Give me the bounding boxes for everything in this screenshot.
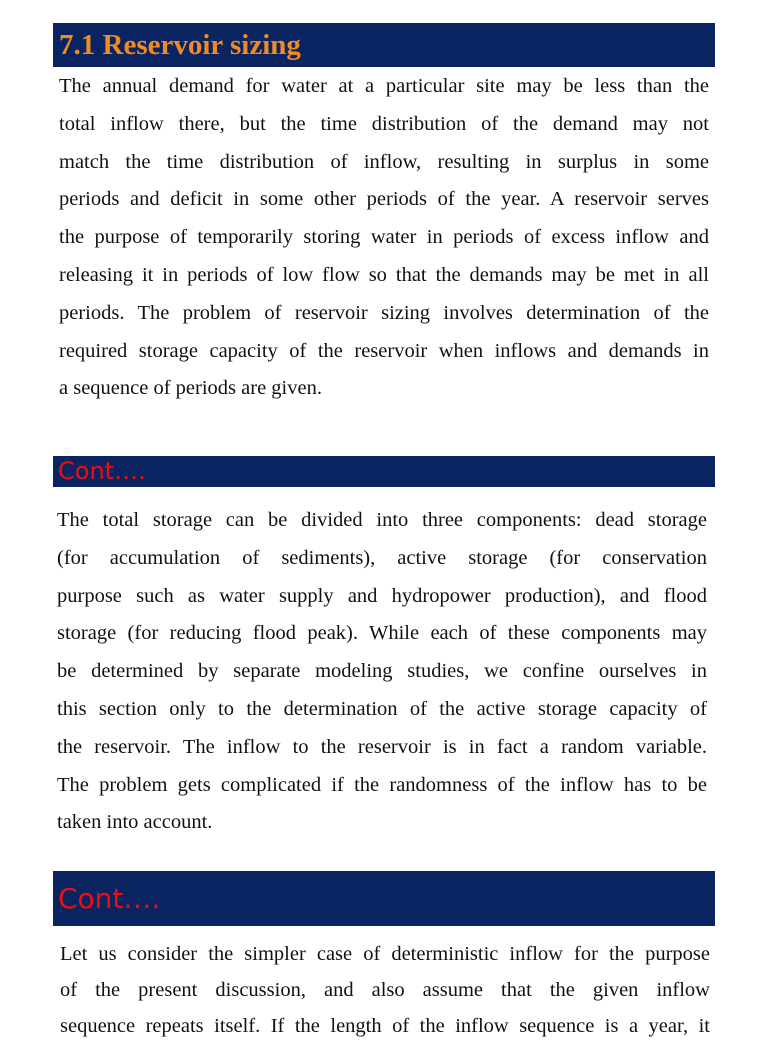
text-line: match the time distribution of inflow, resulting in surplus in some xyxy=(59,150,709,173)
section-title: Cont…. xyxy=(58,882,161,915)
text-line: the reservoir. The inflow to the reservoir is in fact a random variable. xyxy=(57,735,707,758)
text-line: purpose such as water supply and hydropower production), and flood xyxy=(57,584,707,607)
paragraph xyxy=(57,502,707,842)
text-line: required storage capacity of the reservoir when inflows and demands in xyxy=(59,339,709,362)
text-line: The total storage can be divided into three components: dead storage xyxy=(57,509,707,531)
text-line: periods and deficit in some other periods of the year. A reservoir serves xyxy=(59,188,709,211)
section-heading-banner xyxy=(53,871,715,926)
text-line: the purpose of temporarily storing water in periods of excess inflow and xyxy=(59,226,709,249)
text-line: Let us consider the simpler case of deterministic inflow for the purpose xyxy=(60,943,710,965)
text-line: of the present discussion, and also assume that the given inflow xyxy=(60,979,710,1001)
text-line: releasing it in periods of low flow so that the demands may be met in all xyxy=(59,263,709,286)
text-line: The annual demand for water at a particular site may be less than the xyxy=(59,75,709,97)
text-line: periods. The problem of reservoir sizing involves determination of the xyxy=(59,301,709,324)
text-line: The problem gets complicated if the randomness of the inflow has to be xyxy=(57,773,707,796)
section-title: 7.1 Reservoir sizing xyxy=(59,29,301,61)
text-line: taken into account. xyxy=(57,811,213,834)
section-heading-banner xyxy=(53,23,715,67)
text-line: storage (for reducing flood peak). While each of these components may xyxy=(57,622,707,645)
text-line: total inflow there, but the time distribution of the demand may not xyxy=(59,112,709,135)
paragraph xyxy=(59,68,709,408)
text-line: this section only to the determination of the active storage capacity of xyxy=(57,697,707,720)
section-title: Cont…. xyxy=(58,457,146,485)
section-heading-banner xyxy=(53,456,715,487)
paragraph xyxy=(60,936,710,1044)
text-line: be determined by separate modeling studies, we confine ourselves in xyxy=(57,660,707,683)
text-line: sequence repeats itself. If the length of the inflow sequence is a year, it xyxy=(60,1015,710,1037)
text-line: a sequence of periods are given. xyxy=(59,377,322,400)
text-line: (for accumulation of sediments), active storage (for conservation xyxy=(57,546,707,569)
